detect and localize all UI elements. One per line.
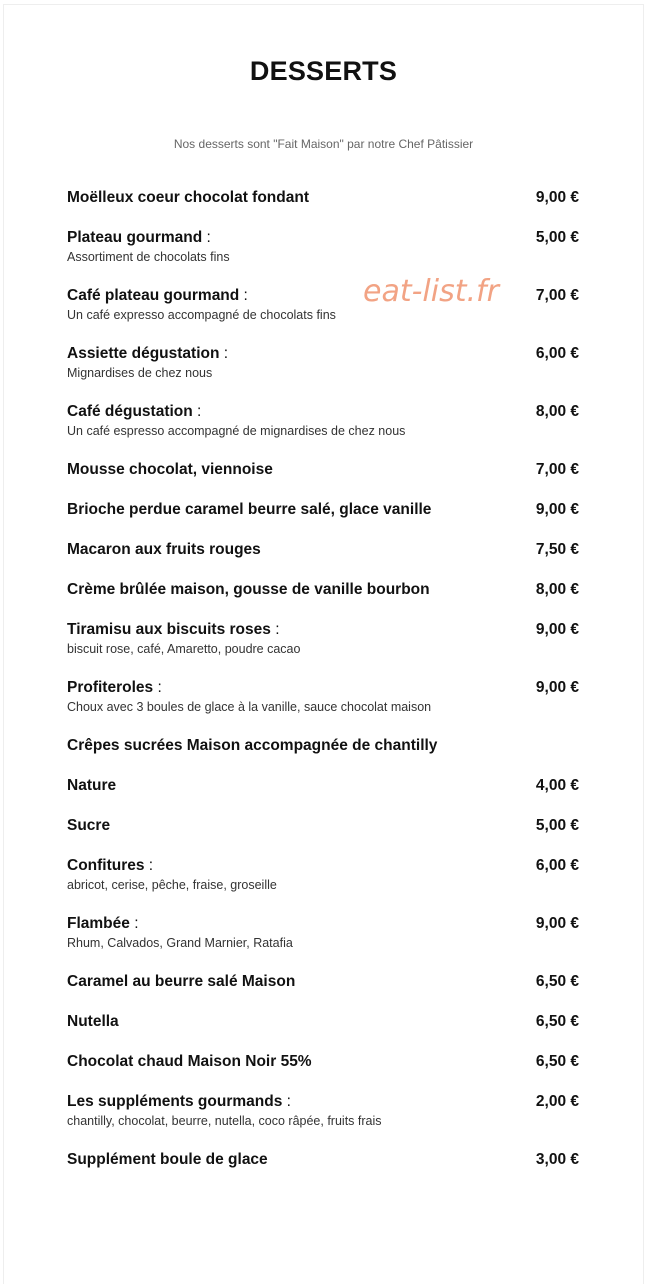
item-name: Assiette dégustation <box>67 345 220 362</box>
item-colon: : <box>192 403 202 420</box>
item-price: 5,00 € <box>535 229 579 246</box>
item-price: 4,00 € <box>535 777 579 794</box>
item-price: 9,00 € <box>535 189 579 206</box>
item-name: Caramel au beurre salé Maison <box>67 973 296 990</box>
item-description: abricot, cerise, pêche, fraise, groseille <box>67 878 277 892</box>
page-title: DESSERTS <box>249 56 398 86</box>
item-name: Moëlleux coeur chocolat fondant <box>67 189 309 206</box>
item-price: 9,00 € <box>535 621 579 638</box>
item-name: Plateau gourmand <box>67 229 203 246</box>
item-colon: : <box>144 857 154 874</box>
item-name: Les suppléments gourmands <box>67 1093 283 1110</box>
item-price: 7,00 € <box>535 461 579 478</box>
menu-item <box>67 1013 579 1031</box>
item-price: 8,00 € <box>535 403 579 420</box>
menu-item <box>67 541 579 559</box>
item-name: Tiramisu aux biscuits roses <box>67 621 271 638</box>
menu-item <box>67 461 579 479</box>
item-price: 7,50 € <box>535 541 579 558</box>
menu-item <box>67 345 579 381</box>
item-price: 6,50 € <box>535 1053 579 1070</box>
item-price: 9,00 € <box>535 915 579 932</box>
menu-item <box>67 857 579 893</box>
item-colon: : <box>282 1093 291 1110</box>
menu-item <box>67 1093 579 1129</box>
watermark-text: eat-list.fr <box>363 274 499 309</box>
menu-item <box>67 973 579 991</box>
item-description: Assortiment de chocolats fins <box>67 250 230 264</box>
item-name: Supplément boule de glace <box>67 1151 268 1168</box>
menu-item <box>67 403 579 439</box>
page-subtitle: Nos desserts sont "Fait Maison" par notre Chef Pâtissier <box>173 137 474 151</box>
menu-item <box>67 1053 579 1071</box>
item-price: 6,50 € <box>535 973 579 990</box>
item-price: 6,00 € <box>535 345 579 362</box>
item-name: Brioche perdue caramel beurre salé, glace vanille <box>67 501 432 518</box>
item-price: 6,00 € <box>535 857 579 874</box>
item-name: Nutella <box>67 1013 119 1030</box>
item-colon: : <box>239 287 248 304</box>
item-price: 3,00 € <box>535 1151 579 1168</box>
item-name: Café dégustation <box>67 403 193 420</box>
item-name: Mousse chocolat, viennoise <box>67 461 273 478</box>
menu-item <box>67 501 579 519</box>
item-colon: : <box>219 345 229 362</box>
item-description: Choux avec 3 boules de glace à la vanille, sauce chocolat maison <box>67 700 432 714</box>
menu-item <box>67 189 579 207</box>
item-colon: : <box>153 679 162 696</box>
menu-item <box>67 581 579 599</box>
menu-item <box>67 621 579 657</box>
menu-item <box>67 915 579 951</box>
item-description: Rhum, Calvados, Grand Marnier, Ratafia <box>67 936 293 950</box>
item-description: Un café espresso accompagné de mignardises de chez nous <box>67 424 406 438</box>
menu-item <box>67 777 579 795</box>
item-description: Un café expresso accompagné de chocolats fins <box>67 308 336 322</box>
item-name: Macaron aux fruits rouges <box>67 541 261 558</box>
item-name: Crème brûlée maison, gousse de vanille bourbon <box>67 581 430 598</box>
item-colon: : <box>270 621 280 638</box>
item-price: 8,00 € <box>535 581 579 598</box>
item-description: biscuit rose, café, Amaretto, poudre cacao <box>67 642 301 656</box>
item-price: 9,00 € <box>535 679 579 696</box>
item-colon: : <box>202 229 211 246</box>
item-name: Confitures <box>67 857 145 874</box>
item-price: 7,00 € <box>535 287 579 304</box>
item-name: Café plateau gourmand <box>67 287 240 304</box>
item-description: chantilly, chocolat, beurre, nutella, coco râpée, fruits frais <box>67 1114 382 1128</box>
item-name: Chocolat chaud Maison Noir 55% <box>67 1053 312 1070</box>
menu-item <box>67 1151 579 1169</box>
item-name: Sucre <box>67 817 111 834</box>
item-price: 6,50 € <box>535 1013 579 1030</box>
item-name: Crêpes sucrées Maison accompagnée de chantilly <box>67 737 438 754</box>
menu-section-heading <box>67 737 579 755</box>
menu-item <box>67 229 579 265</box>
menu-item <box>67 679 579 715</box>
menu-item <box>67 817 579 835</box>
item-price: 2,00 € <box>535 1093 579 1110</box>
menu-item <box>67 287 579 323</box>
item-colon: : <box>129 915 139 932</box>
item-price: 9,00 € <box>535 501 579 518</box>
item-name: Profiteroles <box>67 679 154 696</box>
item-name: Flambée <box>67 915 130 932</box>
item-name: Nature <box>67 777 117 794</box>
item-price: 5,00 € <box>535 817 579 834</box>
item-description: Mignardises de chez nous <box>67 366 213 380</box>
